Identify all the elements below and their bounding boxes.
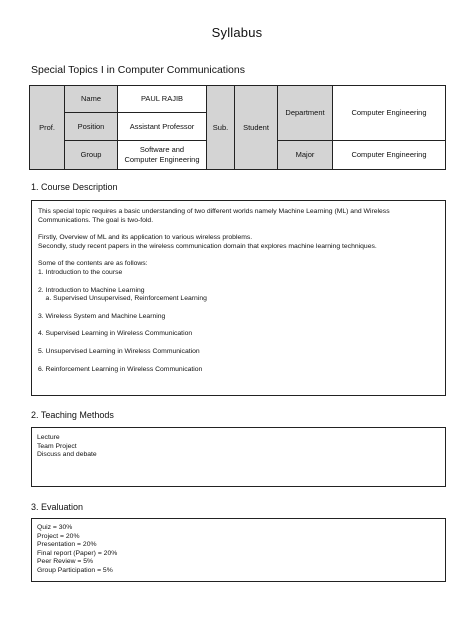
text-line: Project = 20% (37, 532, 80, 540)
group-value (118, 141, 207, 170)
text-line: Some of the contents are as follows: (38, 260, 148, 268)
department-value: Computer Engineering (333, 86, 446, 141)
text-line: 4. Supervised Learning in Wireless Communication (38, 330, 193, 338)
evaluation-heading: 3. Evaluation (31, 502, 84, 512)
text-line: Peer Review = 5% (37, 558, 94, 566)
major-label: Major (278, 141, 333, 170)
evaluation-box (31, 518, 446, 582)
group-value-line2: Computer Engineering (124, 155, 200, 164)
text-line: Final report (Paper) = 20% (37, 549, 118, 557)
prof-label: Prof. (30, 86, 65, 170)
text-line: 2. Introduction to Machine Learning (38, 286, 145, 294)
text-line: 1. Introduction to the course (38, 268, 123, 276)
text-line: Quiz = 30% (37, 524, 73, 531)
page-title: Syllabus (211, 25, 263, 40)
text-line: Team Project (37, 442, 77, 450)
text-line: 3. Wireless System and Machine Learning (38, 312, 166, 320)
course-title: Special Topics I in Computer Communications (31, 64, 245, 76)
text-line: Discuss and debate (37, 451, 97, 459)
major-value: Computer Engineering (333, 141, 446, 170)
text-line: Firstly, Overview of ML and its application to various wireless problems. (38, 234, 253, 242)
department-label: Department (278, 86, 333, 141)
text-line: Lecture (37, 434, 60, 441)
name-value: PAUL RAJIB (118, 86, 207, 113)
position-label: Position (65, 113, 118, 141)
text-line: Communications. The goal is two-fold. (38, 216, 154, 224)
position-value: Assistant Professor (118, 113, 207, 141)
course-info-table (29, 85, 446, 170)
sub-label: Sub. (207, 86, 235, 170)
blank-line (38, 357, 439, 366)
group-label: Group (65, 141, 118, 170)
student-label: Student (235, 86, 278, 170)
text-line: This special topic requires a basic understanding of two different worlds namely Machine Learning (ML) and Wireless (38, 208, 390, 215)
blank-line (38, 339, 439, 348)
blank-line (38, 278, 439, 287)
text-line: Group Participation = 5% (37, 566, 113, 574)
group-value-line1: Software and (139, 145, 185, 154)
name-label: Name (65, 86, 118, 113)
text-line: Secondly, study recent papers in the wireless communication domain that explores machine learning techniques. (38, 242, 377, 250)
blank-line (38, 225, 439, 234)
teaching-methods-box (31, 427, 446, 487)
blank-line (38, 304, 439, 313)
course-description-heading: 1. Course Description (31, 182, 118, 192)
course-description-box (31, 200, 446, 396)
blank-line (38, 251, 439, 260)
teaching-methods-heading: 2. Teaching Methods (31, 410, 114, 420)
text-line: a. Supervised Unsupervised, Reinforcement Learning (38, 295, 207, 303)
text-line: Presentation = 20% (37, 541, 97, 549)
blank-line (38, 321, 439, 330)
text-line: 5. Unsupervised Learning in Wireless Communication (38, 347, 200, 355)
text-line: 6. Reinforcement Learning in Wireless Communication (38, 365, 203, 373)
